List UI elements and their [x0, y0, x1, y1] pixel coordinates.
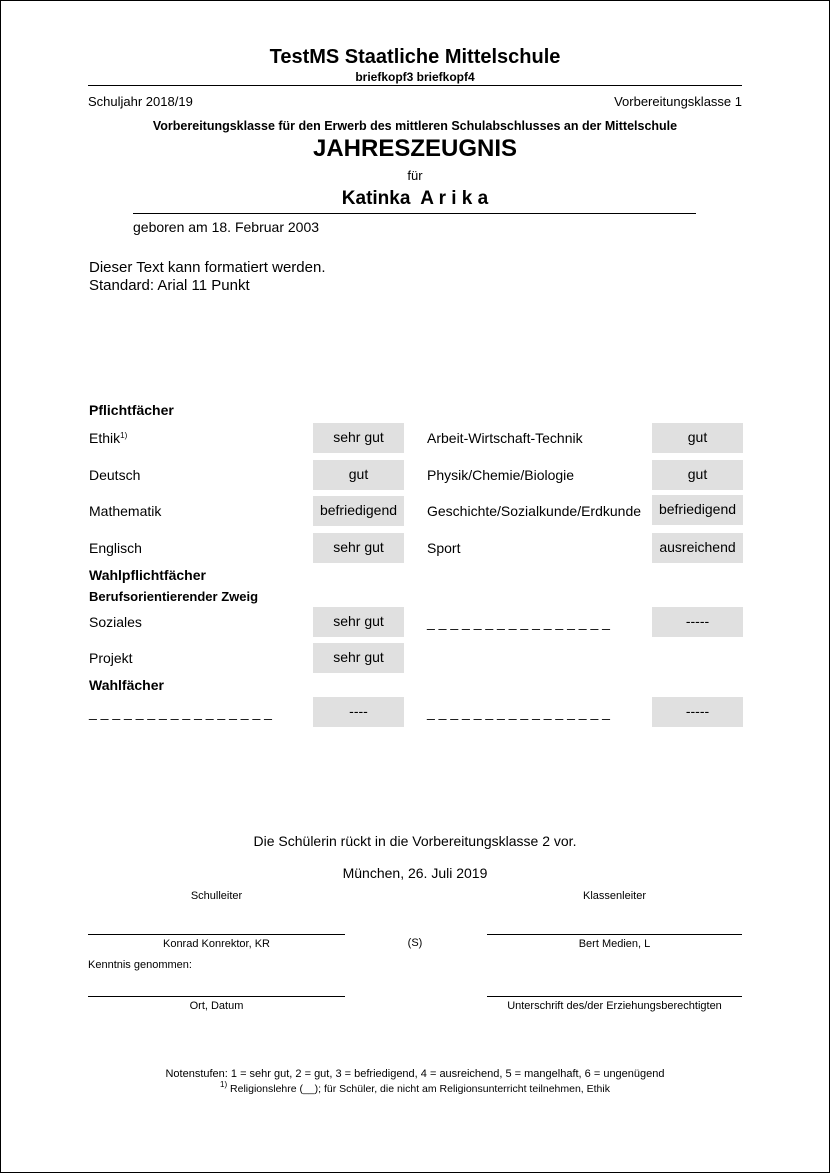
class-label: Vorbereitungsklasse 1	[614, 94, 742, 109]
name-underline	[133, 213, 696, 214]
teacher-name: Bert Medien, L	[578, 938, 651, 950]
place-date-line	[88, 996, 345, 997]
principal-name: Konrad Konrektor, KR	[162, 938, 270, 950]
remarks-line-2: Standard: Arial 11 Punkt	[89, 277, 250, 294]
teacher-signature-line	[487, 934, 742, 935]
subject-ethics: Ethik$^{1)}$	[89, 430, 128, 446]
principal-signature-line	[88, 934, 345, 935]
grade-gse: befriedigend	[652, 495, 743, 525]
grade-math: befriedigend	[313, 496, 404, 526]
place-date-label: Ort, Datum	[189, 1000, 244, 1012]
seal-mark: (S)	[407, 937, 423, 949]
subject-placeholder: _ _ _ _ _ _ _ _ _ _ _ _ _ _ _ _	[427, 614, 610, 630]
remarks-line-1: Dieser Text kann formatiert werden.	[89, 259, 326, 276]
section-electives: Wahlfächer	[89, 677, 164, 693]
elective-1-grade: ----	[313, 697, 404, 727]
teacher-role: Klassenleiter	[583, 890, 646, 902]
subject-sport: Sport	[427, 540, 461, 556]
birth-date: geboren am 18. Februar 2003	[133, 219, 320, 235]
advancement-statement: Die Schülerin rückt in die Vorbereitungsklasse 2 vor.	[253, 833, 577, 849]
grade-german: gut	[313, 460, 404, 490]
grade-pcb: gut	[652, 460, 743, 490]
subject-awt: Arbeit-Wirtschaft-Technik	[427, 430, 583, 446]
section-elective-required: Wahlpflichtfächer	[89, 567, 206, 583]
student-name: Katinka A r i k a	[341, 188, 489, 209]
elective-2-grade: -----	[652, 697, 743, 727]
subject-social: Soziales	[89, 614, 142, 630]
footnote: $^{1)}$ Religionslehre (__); für Schüler, die nicht am Religionsunterricht teilnehmen, Ethik	[220, 1080, 610, 1095]
grade-english: sehr gut	[313, 533, 404, 563]
subject-gse: Geschichte/Sozialkunde/Erdkunde	[427, 503, 642, 519]
grade-placeholder: -----	[652, 607, 743, 637]
place-date: München, 26. Juli 2019	[342, 865, 488, 881]
grade-scale-legend: Notenstufen: 1 = sehr gut, 2 = gut, 3 = befriedigend, 4 = ausreichend, 5 = mangelhaft, 6 = ungenügend	[165, 1068, 665, 1080]
grade-awt: gut	[652, 423, 743, 453]
footnote-mark: 1)	[220, 1080, 228, 1089]
letterhead-subline: briefkopf3 briefkopf4	[355, 70, 475, 84]
guardian-signature-line	[487, 996, 742, 997]
program-description: Vorbereitungsklasse für den Erwerb des mittleren Schulabschlusses an der Mittelschule	[152, 119, 678, 133]
school-year: Schuljahr 2018/19	[88, 94, 193, 109]
document-title: JAHRESZEUGNIS	[312, 135, 518, 162]
subject-english: Englisch	[89, 540, 142, 556]
subject-math: Mathematik	[89, 503, 162, 519]
subject-project: Projekt	[89, 650, 133, 666]
elective-2-placeholder: _ _ _ _ _ _ _ _ _ _ _ _ _ _ _ _	[427, 704, 610, 720]
section-career-branch: Berufsorientierender Zweig	[89, 589, 259, 604]
section-required-subjects: Pflichtfächer	[89, 402, 174, 418]
school-name: TestMS Staatliche Mittelschule	[269, 46, 561, 68]
subject-german: Deutsch	[89, 467, 141, 483]
principal-role: Schulleiter	[190, 890, 243, 902]
footnote-marker: 1)	[120, 431, 128, 440]
grade-sport: ausreichend	[652, 533, 743, 563]
grade-project: sehr gut	[313, 643, 404, 673]
acknowledged-label: Kenntnis genommen:	[88, 959, 192, 971]
for-label: für	[407, 168, 423, 183]
grade-social: sehr gut	[313, 607, 404, 637]
guardian-signature-label: Unterschrift des/der Erziehungsberechtigten	[507, 1000, 722, 1012]
subject-pcb: Physik/Chemie/Biologie	[427, 467, 575, 483]
grade-ethics: sehr gut	[313, 423, 404, 453]
elective-1-placeholder: _ _ _ _ _ _ _ _ _ _ _ _ _ _ _ _	[89, 704, 272, 720]
header-divider	[88, 85, 742, 86]
